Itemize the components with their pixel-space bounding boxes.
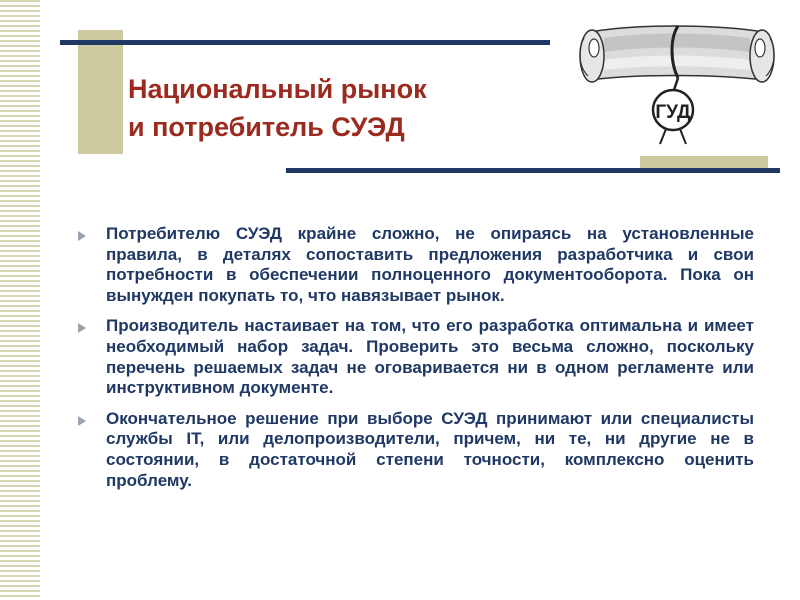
slide-title-line-2: и потребитель СУЭД [128, 112, 405, 142]
left-stripes-decoration [0, 0, 40, 600]
bullet-text: Производитель настаивает на том, что его разработка оптимальна и имеет необходимый набор задач. Проверить это весьма сложно, поскольку перечень решаемых задач не оговаривается ни в одном регламенте или инструктивном документе. [106, 316, 754, 398]
triangle-bullet-icon [78, 231, 86, 241]
bullet-item [78, 224, 754, 306]
bullet-text: Потребителю СУЭД крайне сложно, не опираясь на установленные правила, в деталях сопоставить предложения разработчика и свои потребности в обеспечении полноценного документооборота. Пока он вынужден покупать то, что навязывает рынок. [106, 224, 754, 305]
scroll-seal-logo [574, 18, 780, 148]
triangle-bullet-icon [78, 323, 86, 333]
triangle-bullet-icon [78, 416, 86, 426]
bullet-item [78, 316, 754, 398]
bottom-rule [286, 168, 780, 173]
bullet-list [78, 224, 754, 501]
slide-title [128, 70, 427, 146]
top-rule [60, 40, 550, 45]
slide-title-line-1: Национальный рынок [128, 74, 427, 104]
title-accent-block [78, 30, 123, 154]
bullet-text: Окончательное решение при выборе СУЭД принимают или специалисты службы IT, или делопроизводители, причем, ни те, ни другие не в состоянии, в достаточной степени точности, комплексно оценить проблему. [106, 408, 754, 490]
seal-text: ГУД [655, 102, 691, 123]
bullet-item [78, 409, 754, 491]
